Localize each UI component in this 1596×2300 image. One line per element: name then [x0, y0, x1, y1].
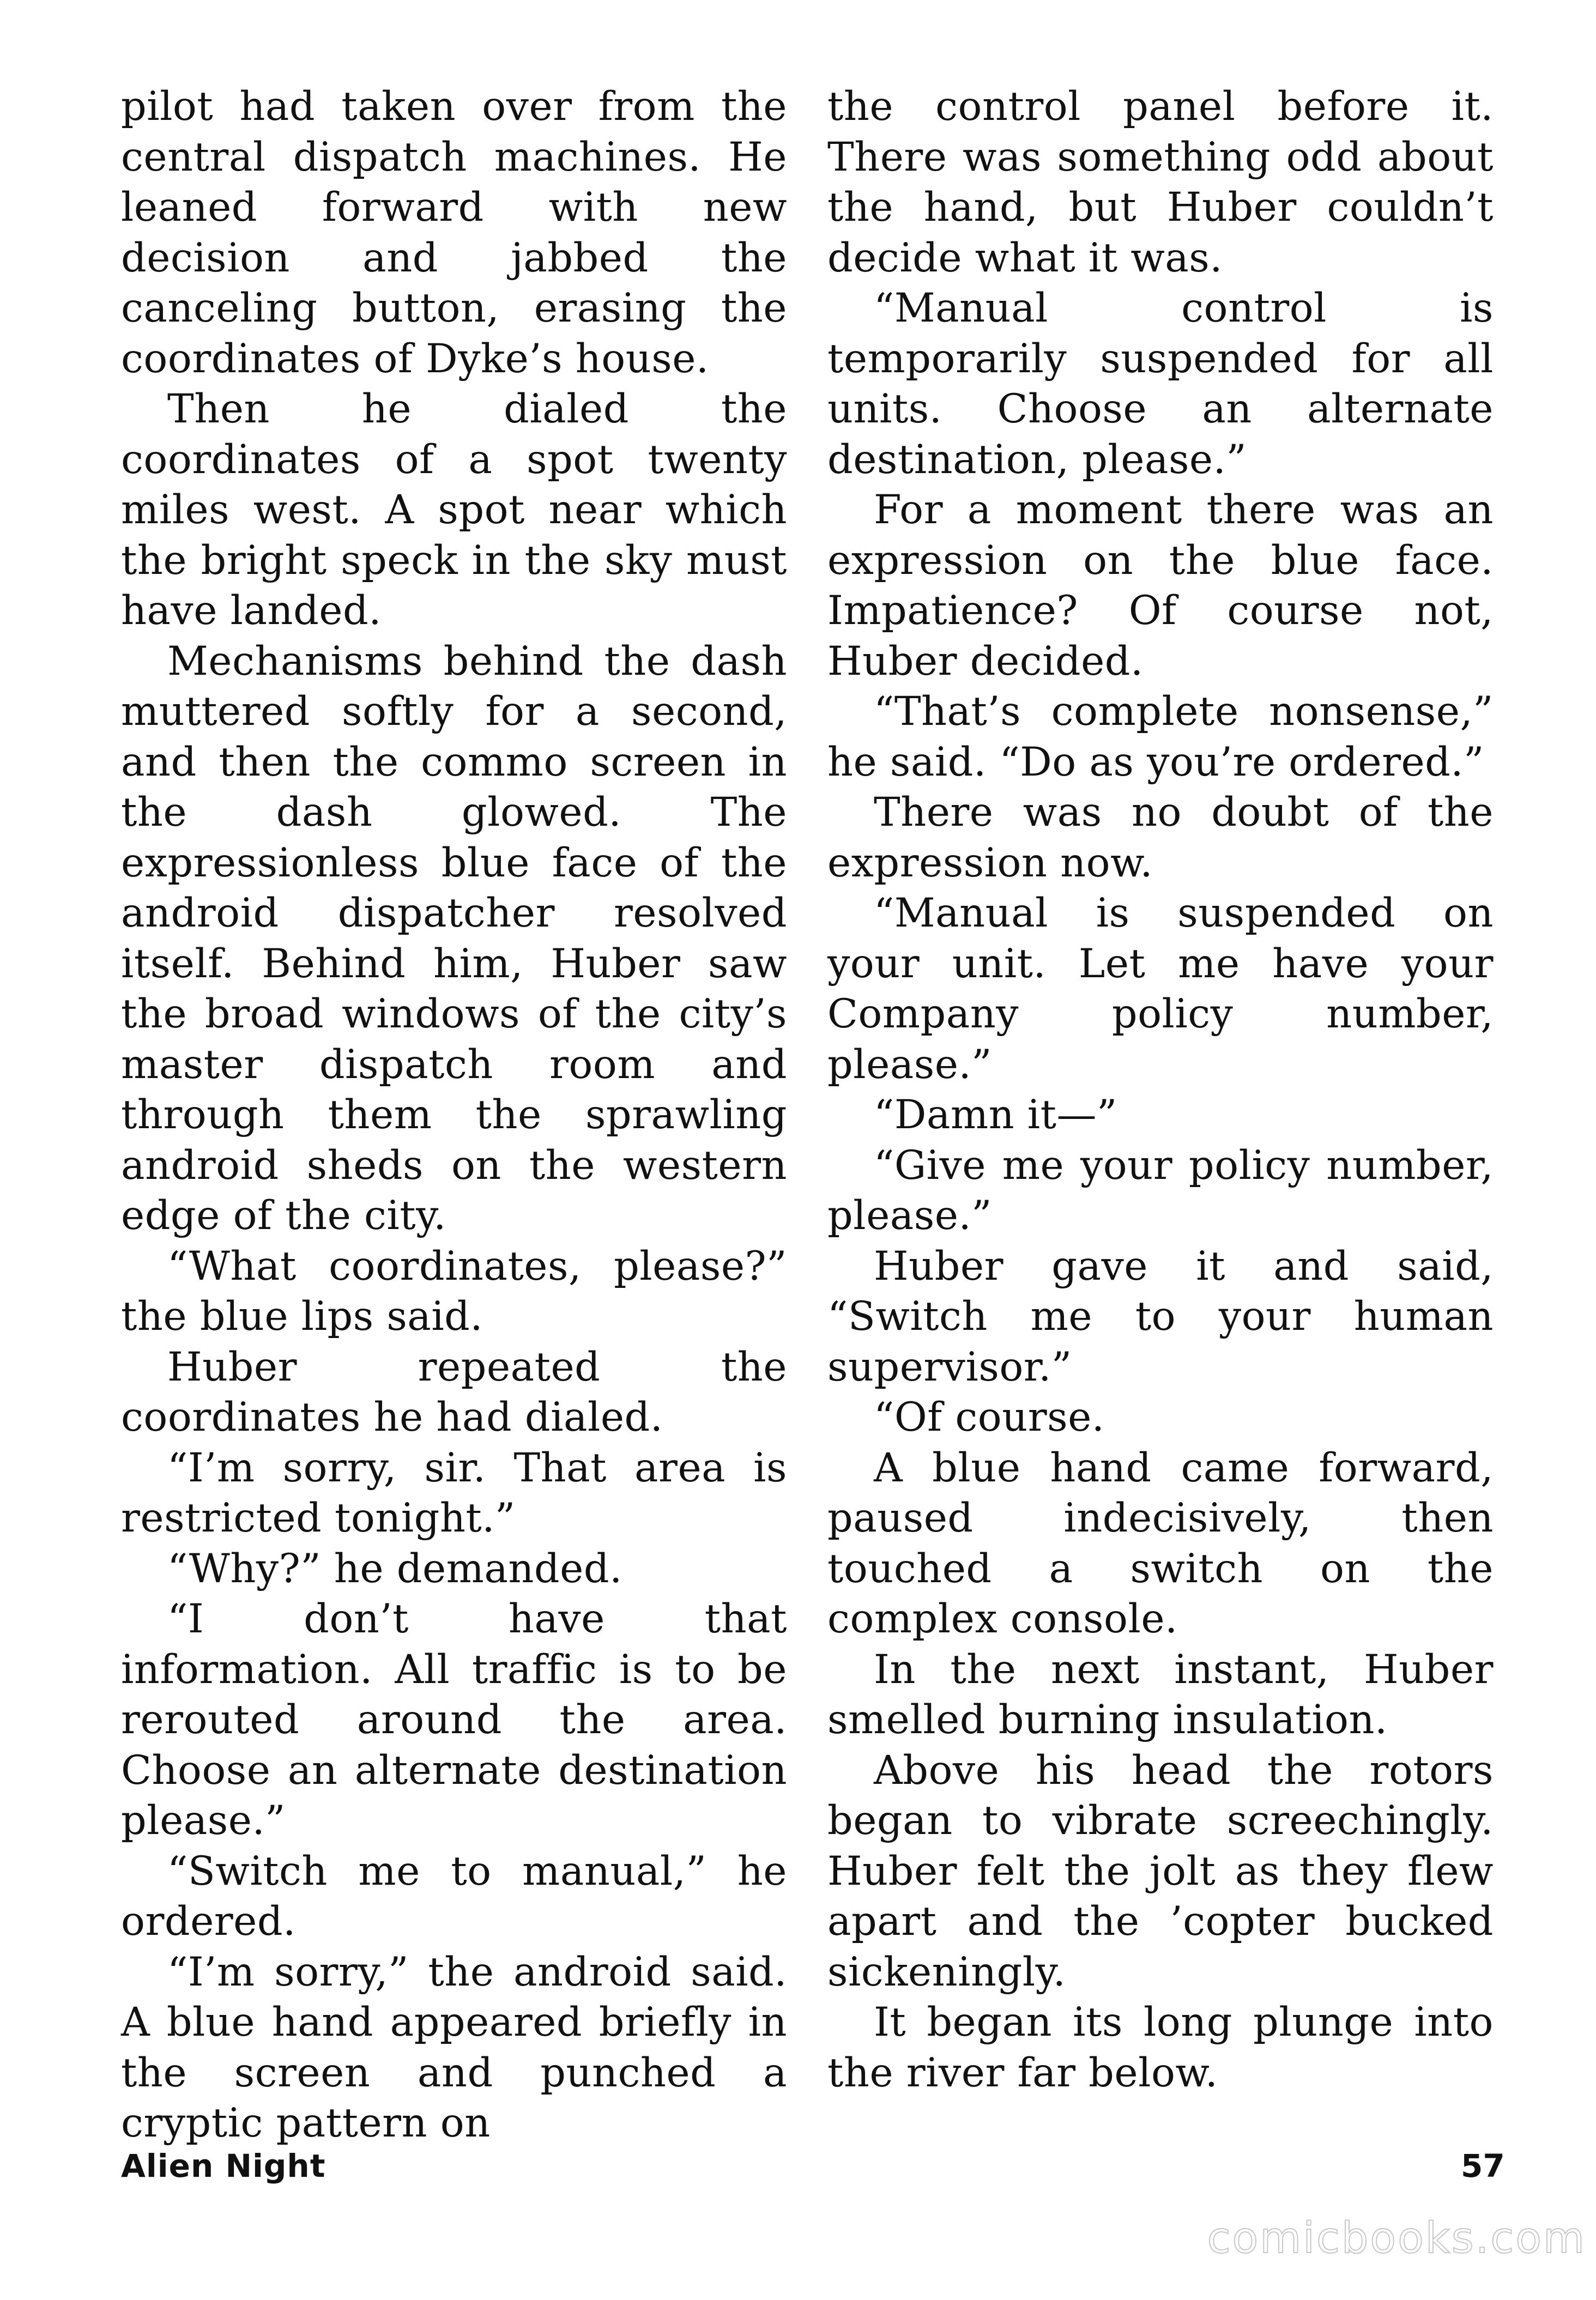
paragraph: For a moment there was an expression on the blue face. Impatience? Of course not, Huber decided. [827, 487, 1494, 685]
page-number: 57 [1461, 2147, 1505, 2184]
paragraph: Huber gave it and said, “Switch me to your human supervisor.” [827, 1243, 1494, 1390]
paragraph: the control panel before it. There was something odd about the hand, but Huber couldn’t decide what it was. [827, 83, 1494, 281]
paragraph: A blue hand came forward, paused indecisively, then touched a switch on the complex console. [827, 1444, 1494, 1642]
paragraph: Above his head the rotors began to vibrate screechingly. Huber felt the jolt as they flew apart and the ’copter bucked sickeningly. [827, 1747, 1494, 1995]
paragraph: “Manual is suspended on your unit. Let me have your Company policy number, please.” [827, 890, 1494, 1088]
paragraph: In the next instant, Huber smelled burning insulation. [827, 1646, 1494, 1743]
running-footer-title: Alien Night [121, 2147, 326, 2184]
paragraph: “I don’t have that information. All traffic is to be rerouted around the area. Choose an alternate destination please.” [121, 1596, 787, 1844]
paragraph: “What coordinates, please?” the blue lips said. [121, 1243, 787, 1340]
watermark-text: comicbooks.com [1207, 2214, 1586, 2263]
paragraph: “I’m sorry,” the android said. A blue hand appeared briefly in the screen and punched a cryptic pattern on [121, 1948, 787, 2146]
text-column-right [827, 82, 1494, 2098]
paragraph: Then he dialed the coordinates of a spot twenty miles west. A spot near which the bright speck in the sky must have landed. [121, 386, 787, 634]
paragraph: “Damn it—” [874, 1092, 1117, 1138]
paragraph: Mechanisms behind the dash muttered softly for a second, and then the commo screen in the dash glowed. The expressionless blue face of the android dispatcher resolved itself. Behind him, Huber saw the broad windows of the city’s master dispatch room and through them the sprawling android sheds on the western edge of the city. [121, 638, 787, 1239]
paragraph: “Why?” he demanded. [167, 1545, 622, 1592]
paragraph: pilot had taken over from the central dispatch machines. He leaned forward with new decision and jabbed the canceling button, erasing the coordinates of Dyke’s house. [121, 83, 787, 382]
paragraph: “That’s complete nonsense,” he said. “Do as you’re ordered.” [827, 688, 1494, 785]
paragraph: It began its long plunge into the river far below. [827, 1999, 1494, 2096]
text-column-left [121, 82, 787, 2149]
paragraph: “Give me your policy number, please.” [827, 1142, 1494, 1239]
paragraph: “Of course. [874, 1394, 1105, 1440]
paragraph: “Manual control is temporarily suspended for all units. Choose an alternate destination, please.” [827, 285, 1494, 483]
paragraph: “Switch me to manual,” he ordered. [121, 1848, 787, 1945]
paragraph: “I’m sorry, sir. That area is restricted tonight.” [121, 1444, 787, 1541]
paragraph: Huber repeated the coordinates he had dialed. [121, 1343, 787, 1440]
paragraph: There was no doubt of the expression now. [827, 789, 1494, 886]
